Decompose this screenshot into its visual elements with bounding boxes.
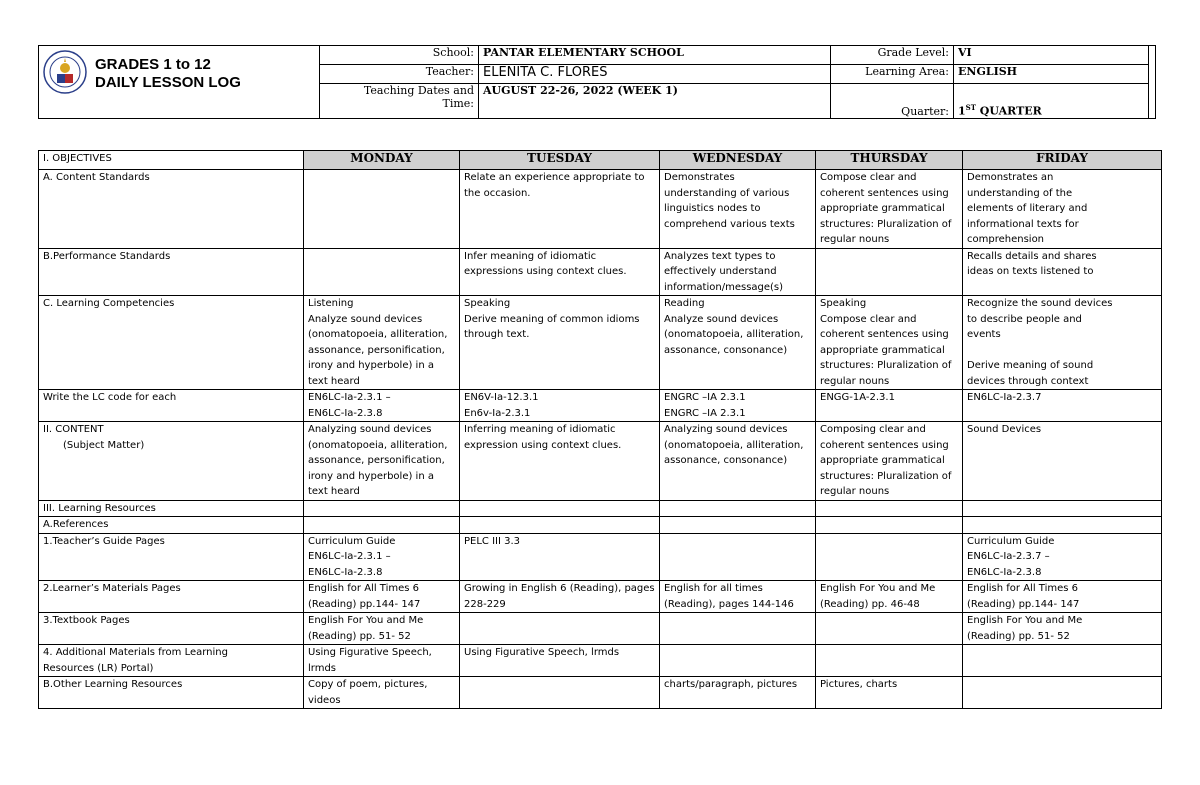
cell-friday — [963, 517, 1162, 534]
cell-tuesday — [460, 613, 660, 645]
cell-wednesday — [660, 500, 816, 517]
cell-monday — [304, 170, 460, 249]
cell-thursday — [816, 248, 963, 296]
table-row — [39, 533, 1162, 581]
cell-friday: Sound Devices — [963, 422, 1162, 501]
row-label: 3.Textbook Pages — [39, 613, 304, 645]
row-sublabel: (Subject Matter) — [63, 439, 145, 451]
cell-thursday: Compose clear and coherent sentences using appropriate grammatical structures: Pluralization of regular nouns — [816, 170, 963, 249]
cell-tuesday: Speaking Derive meaning of common idioms through text. — [460, 296, 660, 390]
cell-wednesday: Analyzes text types to effectively understand information/message(s) — [660, 248, 816, 296]
cell-monday — [304, 517, 460, 534]
quarter-label: Quarter: — [831, 84, 954, 119]
cell-monday: English for All Times 6 (Reading) pp.144- 147 — [304, 581, 460, 613]
cell-monday: Using Figurative Speech, lrmds — [304, 645, 460, 677]
cell-monday: Listening Analyze sound devices (onomatopoeia, alliteration, assonance, personification, irony and hyperbole) in a text heard — [304, 296, 460, 390]
table-header-row — [39, 151, 1162, 170]
cell-wednesday — [660, 533, 816, 581]
cell-monday: Analyzing sound devices (onomatopoeia, alliteration, assonance, personification, irony and hyperbole) in a text heard — [304, 422, 460, 501]
cell-friday — [963, 645, 1162, 677]
cell-friday — [963, 677, 1162, 709]
cell-friday: Recognize the sound devices to describe people and events Derive meaning of sound devices through context — [963, 296, 1162, 390]
teacher-value: ELENITA C. FLORES — [479, 65, 831, 84]
table-row — [39, 517, 1162, 534]
cell-thursday — [816, 613, 963, 645]
cell-tuesday — [460, 677, 660, 709]
table-row — [39, 645, 1162, 677]
teaching-dates-label: Teaching Dates and Time: — [320, 84, 479, 119]
cell-tuesday: PELC III 3.3 — [460, 533, 660, 581]
column-header-friday: FRIDAY — [963, 151, 1162, 170]
cell-wednesday — [660, 517, 816, 534]
row-label: C. Learning Competencies — [39, 296, 304, 390]
cell-monday: English For You and Me (Reading) pp. 51- 52 — [304, 613, 460, 645]
header-info-table — [319, 45, 1149, 119]
cell-monday: Curriculum Guide EN6LC-Ia-2.3.1 – EN6LC-Ia-2.3.8 — [304, 533, 460, 581]
learning-area-value: ENGLISH — [954, 65, 1149, 84]
cell-thursday: Pictures, charts — [816, 677, 963, 709]
cell-thursday — [816, 500, 963, 517]
row-label: A.References — [39, 517, 304, 534]
cell-friday: English for All Times 6 (Reading) pp.144- 147 — [963, 581, 1162, 613]
cell-friday: Recalls details and shares ideas on texts listened to — [963, 248, 1162, 296]
row-label: Write the LC code for each — [39, 390, 304, 422]
row-label: 4. Additional Materials from Learning Resources (LR) Portal) — [39, 645, 304, 677]
deped-seal-icon — [43, 50, 87, 94]
school-label: School: — [320, 46, 479, 65]
column-header-tuesday: TUESDAY — [460, 151, 660, 170]
teacher-label: Teacher: — [320, 65, 479, 84]
quarter-value: 1ST QUARTER — [954, 84, 1149, 119]
cell-tuesday: Relate an experience appropriate to the occasion. — [460, 170, 660, 249]
learning-area-label: Learning Area: — [831, 65, 954, 84]
cell-monday: Copy of poem, pictures, videos — [304, 677, 460, 709]
row-label: III. Learning Resources — [39, 500, 304, 517]
table-row — [39, 500, 1162, 517]
cell-wednesday: Analyzing sound devices (onomatopoeia, alliteration, assonance, consonance) — [660, 422, 816, 501]
cell-wednesday — [660, 645, 816, 677]
column-header-thursday: THURSDAY — [816, 151, 963, 170]
document-title: GRADES 1 to 12 DAILY LESSON LOG — [95, 56, 241, 91]
cell-wednesday — [660, 613, 816, 645]
cell-monday — [304, 500, 460, 517]
school-value: PANTAR ELEMENTARY SCHOOL — [479, 46, 831, 65]
cell-thursday: Composing clear and coherent sentences using appropriate grammatical structures: Pluralization of regular nouns — [816, 422, 963, 501]
cell-tuesday: EN6V-Ia-12.3.1 En6v-Ia-2.3.1 — [460, 390, 660, 422]
cell-thursday: ENGG-1A-2.3.1 — [816, 390, 963, 422]
cell-tuesday — [460, 500, 660, 517]
row-label: II. CONTENT (Subject Matter) — [39, 422, 304, 501]
cell-wednesday: Demonstrates understanding of various linguistics nodes to comprehend various texts — [660, 170, 816, 249]
table-row — [39, 422, 1162, 501]
cell-friday — [963, 500, 1162, 517]
table-row — [39, 170, 1162, 249]
cell-thursday: Speaking Compose clear and coherent sentences using appropriate grammatical structures: Pluralization of regular nouns — [816, 296, 963, 390]
row-label: B.Other Learning Resources — [39, 677, 304, 709]
cell-wednesday: English for all times (Reading), pages 144-146 — [660, 581, 816, 613]
cell-thursday: English For You and Me (Reading) pp. 46-48 — [816, 581, 963, 613]
table-row — [39, 581, 1162, 613]
header-box — [38, 45, 1156, 119]
row-label: B.Performance Standards — [39, 248, 304, 296]
table-row — [39, 248, 1162, 296]
cell-tuesday: Inferring meaning of idiomatic expression using context clues. — [460, 422, 660, 501]
grade-label: Grade Level: — [831, 46, 954, 65]
column-header-objectives: I. OBJECTIVES — [39, 151, 304, 170]
cell-friday: Curriculum Guide EN6LC-Ia-2.3.7 – EN6LC-Ia-2.3.8 — [963, 533, 1162, 581]
cell-wednesday: Reading Analyze sound devices (onomatopoeia, alliteration, assonance, consonance) — [660, 296, 816, 390]
cell-friday: English For You and Me (Reading) pp. 51- 52 — [963, 613, 1162, 645]
table-row — [39, 677, 1162, 709]
table-row — [39, 390, 1162, 422]
grade-value: VI — [954, 46, 1149, 65]
row-label: A. Content Standards — [39, 170, 304, 249]
cell-tuesday: Growing in English 6 (Reading), pages 228-229 — [460, 581, 660, 613]
cell-thursday — [816, 645, 963, 677]
cell-friday: EN6LC-Ia-2.3.7 — [963, 390, 1162, 422]
cell-wednesday: charts/paragraph, pictures — [660, 677, 816, 709]
cell-monday: EN6LC-Ia-2.3.1 – EN6LC-Ia-2.3.8 — [304, 390, 460, 422]
lesson-log-table — [38, 150, 1162, 709]
column-header-wednesday: WEDNESDAY — [660, 151, 816, 170]
cell-tuesday: Infer meaning of idiomatic expressions using context clues. — [460, 248, 660, 296]
row-label: 1.Teacher’s Guide Pages — [39, 533, 304, 581]
cell-thursday — [816, 517, 963, 534]
column-header-monday: MONDAY — [304, 151, 460, 170]
cell-tuesday — [460, 517, 660, 534]
table-row — [39, 296, 1162, 390]
cell-friday: Demonstrates an understanding of the elements of literary and informational texts for comprehension — [963, 170, 1162, 249]
cell-tuesday: Using Figurative Speech, lrmds — [460, 645, 660, 677]
cell-wednesday: ENGRC –IA 2.3.1 ENGRC –IA 2.3.1 — [660, 390, 816, 422]
cell-thursday — [816, 533, 963, 581]
teaching-dates-value: AUGUST 22-26, 2022 (WEEK 1) — [479, 84, 831, 119]
cell-monday — [304, 248, 460, 296]
table-row — [39, 613, 1162, 645]
row-label: 2.Learner’s Materials Pages — [39, 581, 304, 613]
